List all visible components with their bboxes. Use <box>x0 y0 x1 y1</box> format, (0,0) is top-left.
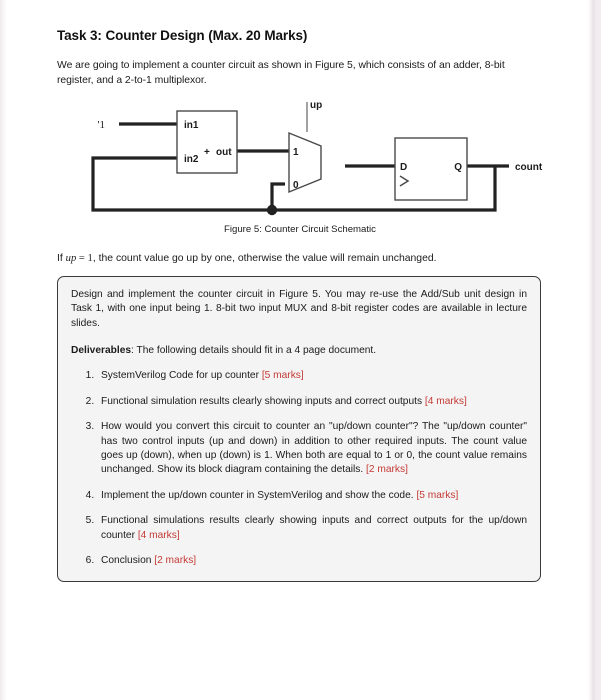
list-item-marks: [2 marks] <box>154 555 197 567</box>
label-mux-input-0: 0 <box>293 180 299 192</box>
label-register-q: Q <box>454 162 462 174</box>
condition-sentence <box>57 252 543 267</box>
condition-equation: = 1 <box>76 253 93 265</box>
label-adder-operator: + <box>204 147 210 159</box>
label-adder-in1: in1 <box>184 120 199 132</box>
label-adder-in2: in2 <box>184 154 199 166</box>
figure-caption: Figure 5: Counter Circuit Schematic <box>224 224 376 236</box>
label-register-d: D <box>400 162 408 174</box>
box-paragraph-deliverables <box>71 344 527 358</box>
list-item-marks: [5 marks] <box>261 370 304 382</box>
page-title: Task 3: Counter Design (Max. 20 Marks) <box>57 28 308 43</box>
list-item-text: SystemVerilog Code for up counter <box>101 370 262 382</box>
intro-paragraph: We are going to implement a counter circuit as shown in Figure 5, which consists of an adder, 8-bit register, and a 2-to-1 multiplexor. <box>57 60 505 86</box>
label-mux-input-1: 1 <box>293 147 299 159</box>
document-content <box>57 28 543 582</box>
label-mux-select-up: up <box>310 100 323 112</box>
label-adder-out: out <box>216 147 232 159</box>
list-item <box>97 420 527 478</box>
list-item-marks: [5 marks] <box>416 489 459 501</box>
condition-variable: up <box>65 253 77 265</box>
feedback-junction-dot <box>267 205 277 215</box>
list-item-marks: [4 marks] <box>137 529 180 541</box>
list-item <box>97 489 527 503</box>
condition-prefix: If <box>57 253 66 265</box>
deliverables-box <box>57 276 541 583</box>
list-item-marks: [4 marks] <box>424 395 467 407</box>
list-item <box>97 369 527 383</box>
box-paragraph-1: Design and implement the counter circuit in Figure 5. You may re-use the Add/Sub unit design in Task 1, with one input being 1. 8-bit two input MUX and 8-bit register codes are available in lecture slides. <box>71 288 527 329</box>
list-item-marks: [2 marks] <box>366 464 408 476</box>
label-output-count: count <box>515 162 543 174</box>
label-constant-one: '1 <box>97 119 105 132</box>
list-item-text: How would you convert this circuit to counter an "up/down counter"? The "up/down counter" has two control inputs (up and down) in addition to other required inputs. The count value goes up (down), when up (down) is 1. When both are equal to 1 or 0, the count value remains unchanged. Show its block diagram containing the details. <box>101 421 527 476</box>
deliverables-label: Deliverables <box>71 345 132 356</box>
counter-circuit-schematic <box>57 96 543 222</box>
list-item-text: Functional simulations results clearly showing inputs and correct outputs for the up/down counter <box>101 515 527 541</box>
list-item <box>97 395 527 409</box>
deliverables-list <box>71 369 527 568</box>
list-item-text: Functional simulation results clearly showing inputs and correct outputs <box>101 395 425 407</box>
deliverables-label-rest: : The following details should fit in a 4 page document. <box>131 345 377 356</box>
condition-suffix: , the count value go up by one, otherwise the value will remain unchanged. <box>92 253 437 265</box>
list-item-text: Conclusion <box>101 555 155 567</box>
list-item <box>97 514 527 543</box>
list-item <box>97 554 527 568</box>
list-item-text: Implement the up/down counter in SystemVerilog and show the code. <box>101 489 417 501</box>
counter-circuit-figure <box>57 96 543 235</box>
